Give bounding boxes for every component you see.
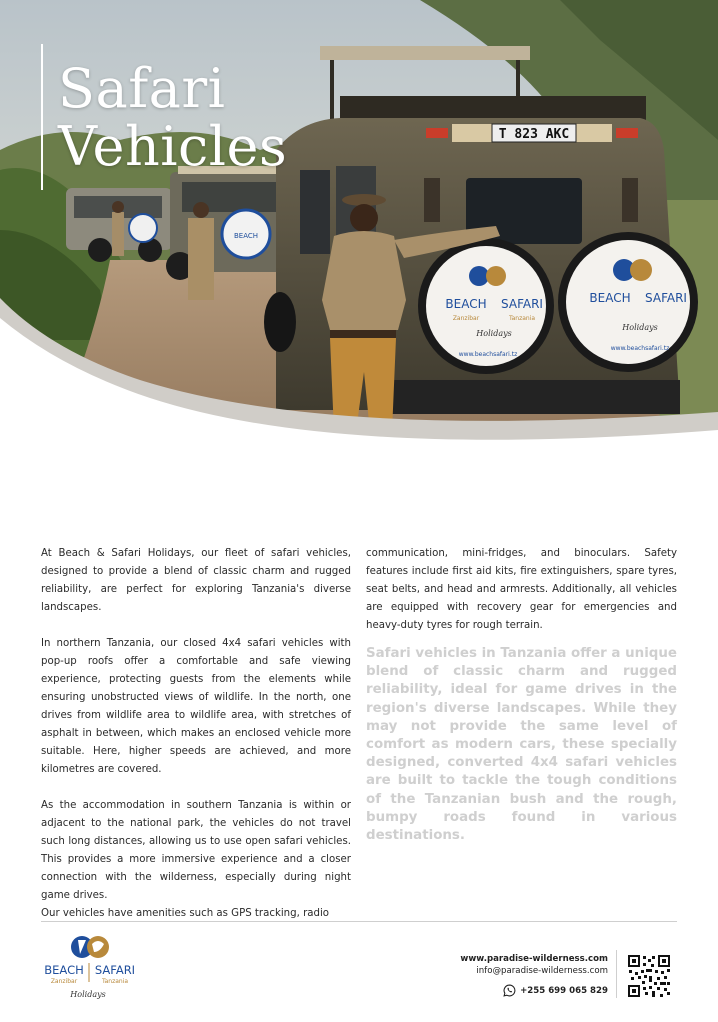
page-title-line-2: Vehicles bbox=[58, 115, 288, 178]
phone-number: +255 699 065 829 bbox=[520, 985, 608, 996]
tyre-logo-holidays: Holidays bbox=[476, 329, 512, 338]
logo-tanzania-text: Tanzania bbox=[101, 978, 129, 985]
contact-block bbox=[460, 953, 608, 997]
svg-text:BEACH: BEACH bbox=[589, 291, 631, 305]
svg-text:www.beachsafari.tz: www.beachsafari.tz bbox=[610, 345, 670, 352]
paragraph-amenities-cont: communication, mini-fridges, and binoculars. Safety features include first aid kits, fire extinguishers, spare tyres, seat belts, and head and armrests. Additionally, all vehicles are equipped with recovery gear for emergencies and heavy-duty tyres for rough terrain. bbox=[366, 548, 677, 631]
svg-text:Holidays: Holidays bbox=[622, 323, 658, 332]
tyre-logo-zanzibar: Zanzibar bbox=[452, 315, 480, 322]
logo-beach-text: BEACH bbox=[44, 963, 84, 977]
logo-holidays-text: Holidays bbox=[70, 990, 106, 999]
email-link[interactable]: info@paradise-wilderness.com bbox=[476, 966, 608, 976]
footer-divider bbox=[41, 921, 677, 922]
licence-plate: T 823 AKC bbox=[498, 127, 570, 142]
svg-text:SAFARI: SAFARI bbox=[645, 291, 687, 305]
tyre-logo-beach: BEACH bbox=[445, 297, 487, 311]
website-link[interactable]: www.paradise-wilderness.com bbox=[460, 954, 608, 964]
paragraph-southern: As the accommodation in southern Tanzania is within or adjacent to the national park, the vehicles do not travel such long distances, allowing us to use open safari vehicles. This provides a more immersive experience and a closer connection with the wilderness, especially during night game drives. bbox=[41, 800, 351, 901]
footer-separator bbox=[616, 950, 617, 998]
tyre-logo-safari: SAFARI bbox=[501, 297, 543, 311]
body-column-right bbox=[366, 545, 677, 635]
body-column-left bbox=[41, 545, 351, 923]
qr-code[interactable] bbox=[627, 954, 671, 998]
phone-row[interactable] bbox=[460, 984, 608, 997]
qr-code-graphic bbox=[627, 954, 671, 998]
tyre-url: www.beachsafari.tz bbox=[458, 351, 518, 358]
paragraph-intro: At Beach & Safari Holidays, our fleet of safari vehicles, designed to provide a blend of classic charm and rugged reliability, are perfect for exploring Tanzania's diverse landscapes. bbox=[41, 548, 351, 613]
paragraph-northern: In northern Tanzania, our closed 4x4 safari vehicles with pop-up roofs offer a comfortable and safe viewing experience, protecting guests from the elements while ensuring unobstructed views of wildlife. In the north, one drives from wildlife area to wildlife area, with stretches of asphalt in between, which makes an enclosed vehicle more suitable. Here, higher speeds are achieved, and more kilometres are covered. bbox=[41, 638, 351, 775]
logo-safari-text: SAFARI bbox=[94, 963, 136, 977]
hero-photo bbox=[0, 0, 718, 470]
whatsapp-icon bbox=[503, 984, 516, 997]
title-accent-line bbox=[41, 44, 43, 190]
brand-logo[interactable] bbox=[42, 934, 142, 1004]
svg-text:BEACH: BEACH bbox=[233, 232, 259, 240]
pull-quote: Safari vehicles in Tanzania offer a unique blend of classic charm and rugged reliability, ideal for game drives in the region's diverse landscapes. While they may not provide the same level of comfort as modern cars, these specially designed, converted 4x4 safari vehicles are built to tackle the tough conditions of the Tanzanian bush and the rough, bumpy roads found in various destinations. bbox=[366, 646, 677, 844]
page-title bbox=[58, 57, 288, 178]
tyre-logo-tanzania: Tanzania bbox=[508, 315, 536, 322]
brand-logo-mark bbox=[42, 934, 142, 1004]
page-title-line-1: Safari bbox=[58, 57, 226, 120]
logo-zanzibar-text: Zanzibar bbox=[50, 978, 78, 985]
paragraph-amenities-start: Our vehicles have amenities such as GPS tracking, radio bbox=[41, 908, 330, 919]
